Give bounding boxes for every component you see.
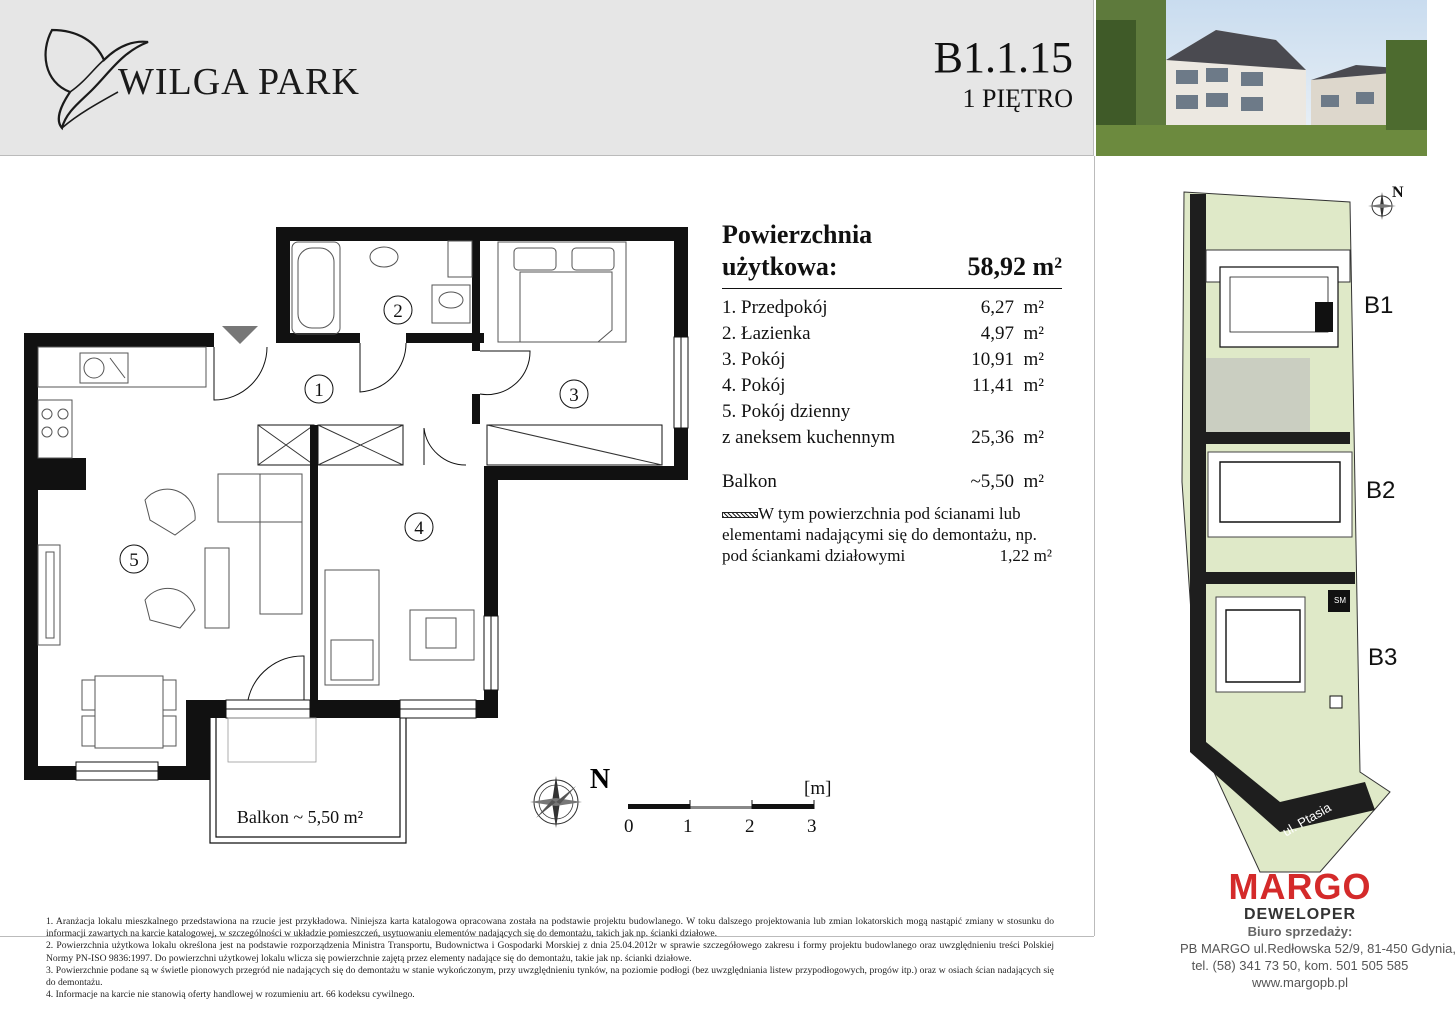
frame-divider <box>1094 156 1095 936</box>
hatch-swatch-icon <box>722 512 758 518</box>
developer-block <box>1180 866 1456 991</box>
site-north-label: N <box>1392 184 1404 201</box>
sm-label: SM <box>1334 596 1346 605</box>
building-label-b2: B2 <box>1366 477 1396 504</box>
room-row: 4. Pokój 11,41 m² <box>722 375 1044 396</box>
room-number-4: 4 <box>414 518 424 539</box>
footnotes <box>46 916 1054 1001</box>
compass-rose-icon <box>518 760 618 840</box>
scale-tick: 3 <box>807 816 817 837</box>
footnote: 4. Informacje na karcie nie stanowią oferty handlowej w rozumieniu art. 66 kodeksu cywilnego. <box>46 989 415 1001</box>
unit-code: B1.1.15 <box>933 33 1073 82</box>
sales-office-label: Biuro sprzedaży: <box>1247 924 1353 939</box>
margo-logo: MARGO <box>1228 866 1372 907</box>
building-label-b1: B1 <box>1364 292 1394 319</box>
room-number-2: 2 <box>393 301 403 322</box>
area-total: 58,92 m² <box>967 252 1062 281</box>
margo-subtitle: DEWELOPER <box>1243 906 1357 923</box>
scale-unit: [m] <box>804 778 832 799</box>
room-row: z aneksem kuchennym 25,36 m² <box>722 427 1044 448</box>
room-number-3: 3 <box>569 385 579 406</box>
building-render-image <box>1096 0 1427 156</box>
website-link[interactable]: www.margopb.pl <box>1251 975 1349 990</box>
header-band <box>0 0 1094 156</box>
area-divider <box>722 288 1062 289</box>
brand-name: WILGA PARK <box>118 61 360 103</box>
room-row: 3. Pokój 10,91 m² <box>722 349 1044 370</box>
floor-label: 1 PIĘTRO <box>962 84 1073 113</box>
building-label-b3: B3 <box>1368 644 1398 671</box>
sales-phone: tel. (58) 341 73 50, kom. 501 505 585 <box>1191 958 1409 973</box>
removable-walls-note: W tym powierzchnia pod ścianami lub elementami nadającymi się do demontażu, np. pod ściankami działowymi 1,22 m² <box>722 504 1052 565</box>
scale-tick: 1 <box>683 816 693 837</box>
area-title: Powierzchnia <box>722 220 873 249</box>
area-subtitle: użytkowa: <box>722 252 838 281</box>
room-row: 2. Łazienka 4,97 m² <box>722 323 1044 344</box>
compass-north-label: N <box>589 764 611 795</box>
footnote: 2. Powierzchnia użytkowa lokalu określona jest na podstawie rozporządzenia Ministra Transportu, Budownictwa i Gospodarki Morskiej z dnia 25.04.2012r w sprawie szczegółowego zakresu i formy projektu budowlanego oraz uwzględnieniu treści Polskiej Normy PN-ISO 9836:1997. Do powierzchni użytkowej lokalu wlicza się powierzchnie zajętą przez elementy nadające się do demontażu, takie jak np. ścianki działowe. <box>46 940 1054 964</box>
area-summary <box>722 220 1062 566</box>
room-number-1: 1 <box>314 380 324 401</box>
scale-tick: 2 <box>745 816 755 837</box>
balcony-label: Balkon ~ 5,50 m² <box>236 807 364 827</box>
removable-walls-value: 1,22 m² <box>999 546 1052 565</box>
site-compass-icon <box>1366 186 1412 222</box>
street-label: ul. Ptasia <box>1279 799 1334 840</box>
footnote: 1. Aranżacja lokalu mieszkalnego przedstawiona na rzucie jest przykładowa. Niniejsza karta katalogowa opracowana została na podstawie projektu budowlanego. W toku dalszego projektowania lub zmian lokatorskich mogą nastąpić zmiany w stosunku do informacji zawartych na karcie katalogowej, w szczególności w układzie pomieszczeń, usytuowaniu elementów nadających się do demontażu, takich jak np. ścianki działowe. <box>46 916 1054 940</box>
room-number-5: 5 <box>129 550 139 571</box>
room-row: 5. Pokój dzienny <box>722 401 851 422</box>
scale-bar <box>620 776 850 840</box>
footnote: 3. Powierzchnie podane są w świetle pionowych przegród nie nadających się do demontażu w stanie wykończonym, przy uwzględnieniu tynków, na poziomie podłogi (bez uwzględniania listew przypodłogowych, progów itp.) oraz w osiach ścian nadających się do demontażu. <box>46 964 1054 989</box>
site-plan <box>1160 182 1420 872</box>
room-row: 1. Przedpokój 6,27 m² <box>722 297 1044 318</box>
sales-address: PB MARGO ul.Redłowska 52/9, 81-450 Gdynia, <box>1180 941 1456 956</box>
scale-tick: 0 <box>624 816 634 837</box>
balcony-row: Balkon ~5,50 m² <box>722 471 1044 492</box>
